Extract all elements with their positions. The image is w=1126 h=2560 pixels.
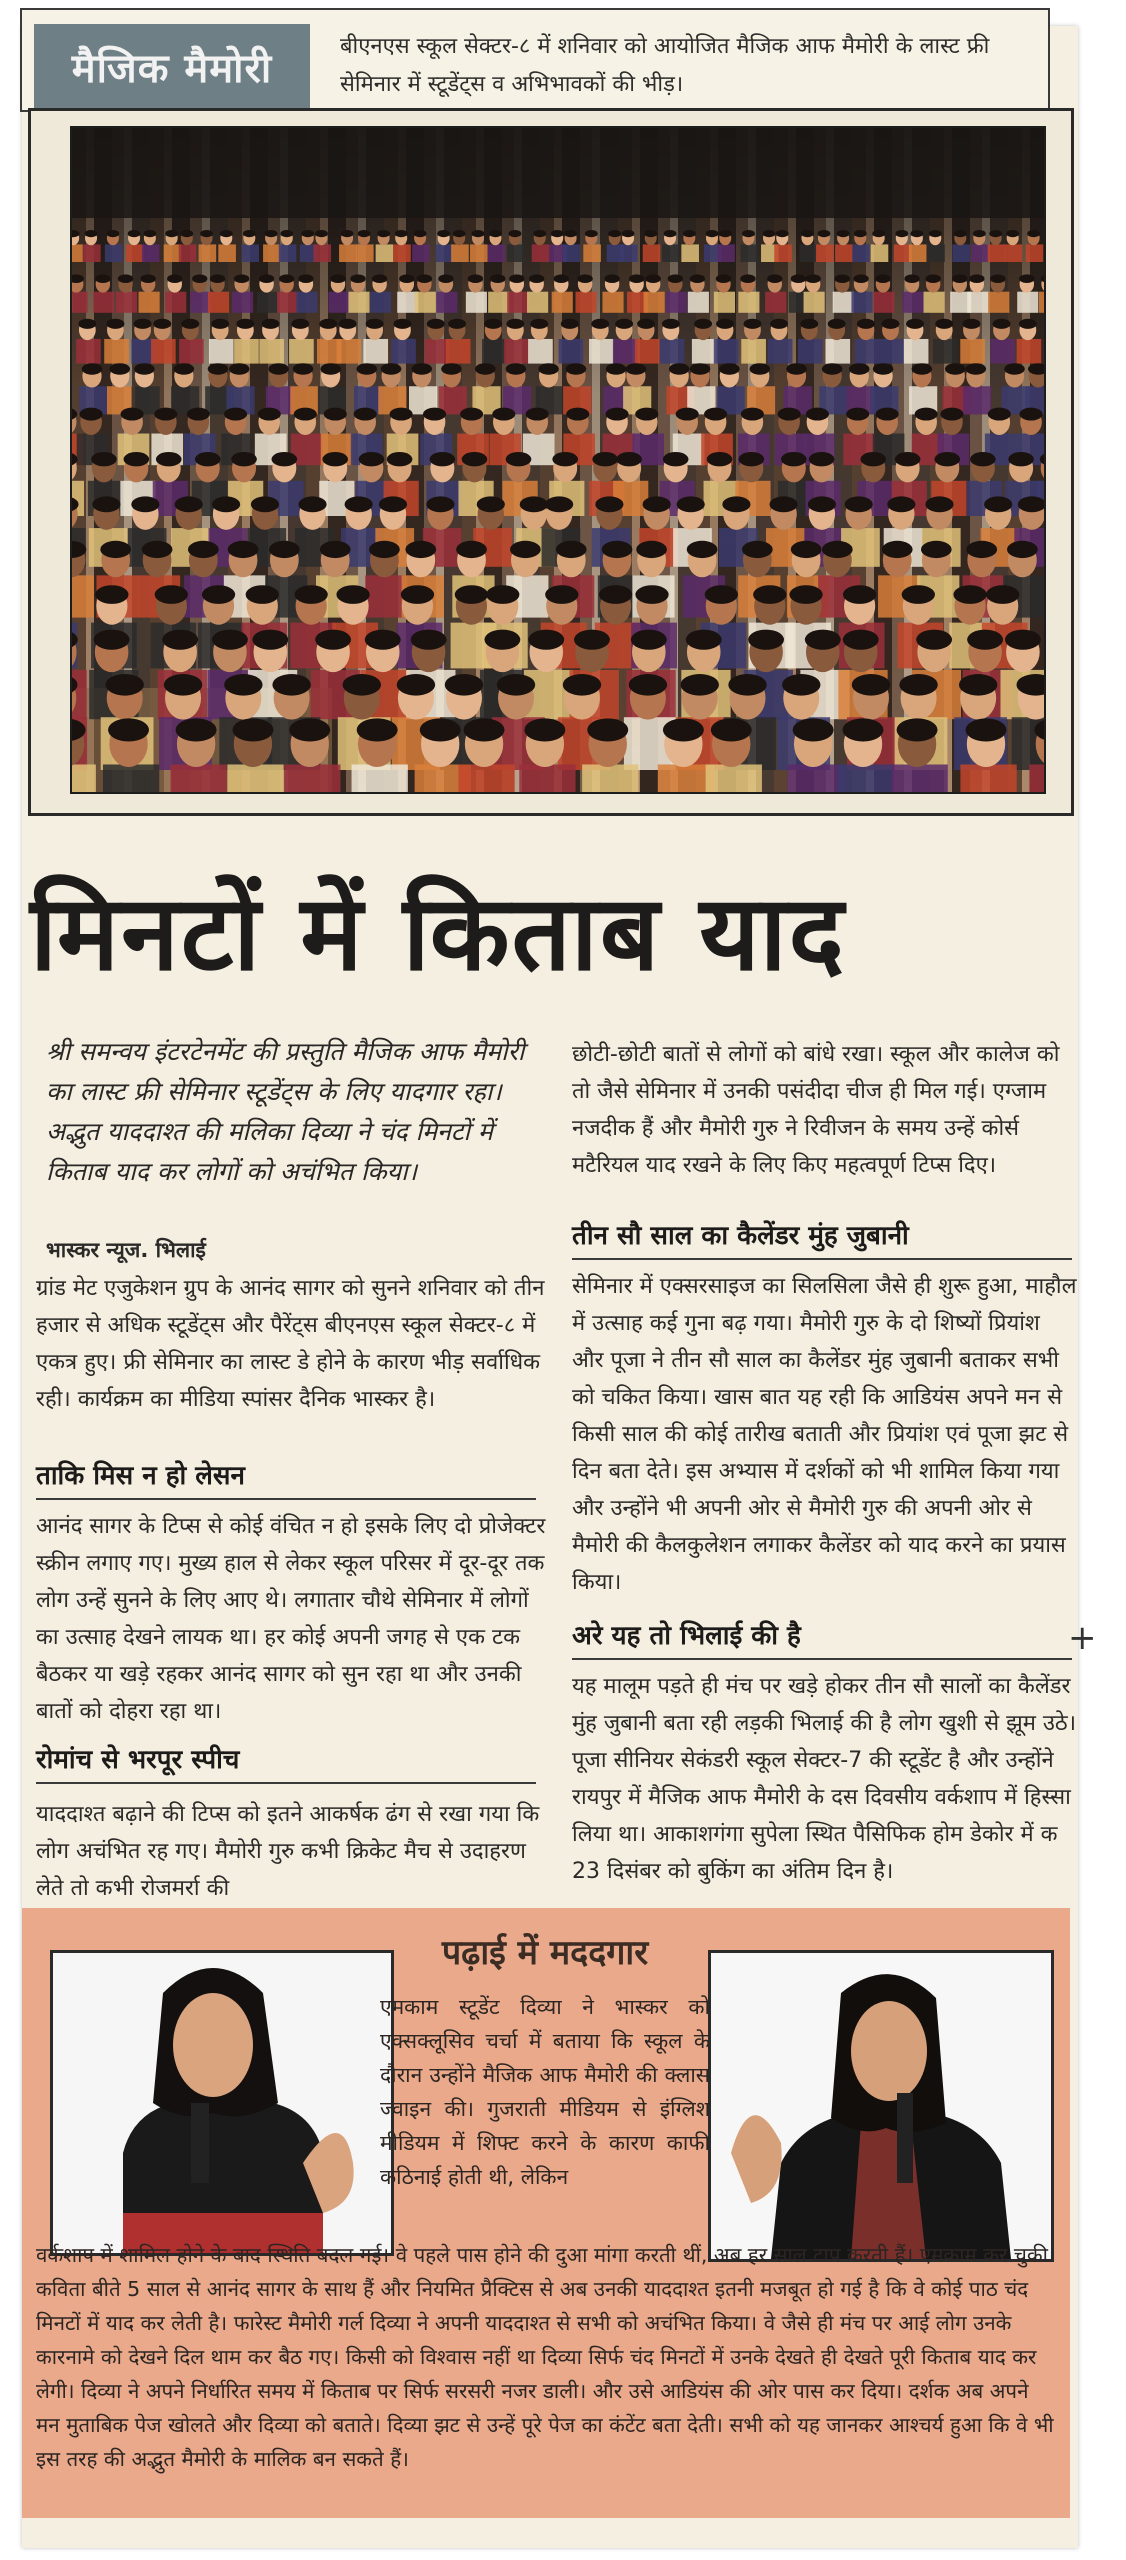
- right-paragraph-3: यह मालूम पड़ते ही मंच पर खड़े होकर तीन सौ सालों का कैलेंडर मुंह जुबानी बता रही लड़की भिलाई की है लोग खुशी से झूम उठे। पूजा सीनियर सेकंडरी स्कूल सेक्टर-7 की स्टूडेंट है और उन्होंने रायपुर में मैजिक आफ मैमोरी के दस दिवसीय वर्कशाप में हिस्सा लिया था। आकाशगंगा सुपेला स्थित पैसिफिक होम डेकोर में क 23 दिसंबर को बुकिंग का अंतिम दिन है।: [572, 1674, 1077, 1884]
- left-paragraph-3: याददाश्त बढ़ाने की टिप्स को इतने आकर्षक ढंग से रखा गया कि लोग अचंभित रह गए। मैमोरी गुरु कभी क्रिकेट मैच से उदाहरण लेते तो कभी रोजमर्रा की: [36, 1802, 540, 1901]
- right-subhead-1: तीन सौ साल का कैलेंडर मुंह जुबानी: [572, 1214, 1072, 1260]
- left-paragraph-2: आनंद सागर के टिप्स से कोई वंचित न हो इसके लिए दो प्रोजेक्टर स्क्रीन लगाए गए। मुख्य हाल से लेकर स्कूल परिसर में दूर-दूर तक लोग उन्हें सुनने के लिए आए थे। लगातार चौथे सेमिनार में लोगों का उत्साह देखने लायक था। हर कोई अपनी जगह से एक टक बैठकर या खड़े रहकर आनंद सागर को सुन रहा था और उनकी बातों को दोहरा रहा था।: [36, 1514, 546, 1724]
- left-subhead-2: रोमांच से भरपूर स्पीच: [36, 1738, 536, 1784]
- margin-mark: +: [1068, 1618, 1097, 1658]
- audience-photo: [70, 126, 1046, 794]
- byline: भास्कर न्यूज. भिलाई: [46, 1238, 206, 1262]
- section-tag: मैजिक मैमोरी: [34, 24, 310, 108]
- left-paragraph-1: ग्रांड मेट एजुकेशन ग्रुप के आनंद सागर को सुनने शनिवार को तीन हजार से अधिक स्टूडेंट्स और पैरेंट्स बीएनएस स्कूल सेक्टर-८ में एकत्र हुए। फ्री सेमिनार का लास्ट डे होने के कारण भीड़ सर्वाधिक रही। कार्यक्रम का मीडिया स्पांसर दैनिक भास्कर है।: [36, 1276, 545, 1412]
- right-subhead-2: अरे यह तो भिलाई की है: [572, 1614, 1072, 1660]
- right-paragraph-2: सेमिनार में एक्सरसाइज का सिलसिला जैसे ही शुरू हुआ, माहौल में उत्साह कई गुना बढ़ गया। मैमोरी गुरु के दो शिष्यों प्रियांश और पूजा ने तीन सौ साल का कैलेंडर मुंह जुबानी बताकर सभी को चकित किया। खास बात यह रही कि आडियंस अपने मन से किसी साल की कोई तारीख बताती और प्रियांश एवं पूजा झट से दिन बता देते। इस अभ्यास में दर्शकों को भी शामिल किया गया और उन्होंने भी अपनी ओर से मैमोरी गुरु की अपनी ओर से मैमोरी की कैलकुलेशन लगाकर कैलेंडर को याद करने का प्रयास किया।: [572, 1274, 1077, 1595]
- intro-paragraph: श्री समन्वय इंटरटेनमेंट की प्रस्तुति मैजिक आफ मैमोरी का लास्ट फ्री सेमिनार स्टूडेंट्स के लिए यादगार रहा। अद्भुत याददाश्त की मलिका दिव्या ने चंद मिनटों में किताब याद कर लोगों को अचंभित किया।: [46, 1037, 525, 1186]
- crowd-image: [72, 128, 1044, 792]
- left-subhead-1: ताकि मिस न हो लेसन: [36, 1454, 536, 1500]
- headline: मिनटों में किताब याद: [30, 872, 846, 994]
- box-title: पढ़ाई में मददगार: [441, 1933, 649, 1973]
- box-paragraph-1: एमकाम स्टूडेंट दिव्या ने भास्कर को एक्सक्लूसिव चर्चा में बताया कि स्कूल के दौरान उन्होंने मैजिक आफ मैमोरी की क्लास ज्वाइन की। गुजराती मीडियम से इंग्लिश मीडियम में शिफ्ट करने के कारण काफी कठिनाई होती थी, लेकिन: [380, 1995, 710, 2189]
- divya-photo-left: [50, 1950, 394, 2256]
- box-paragraph-2: वर्कशाप में शामिल होने के बाद स्थिति बदल गई। वे पहले पास होने की दुआ मांगा करती थीं, अब हर साल टाप करती हैं। एमकाम कर चुकी कविता बीते 5 साल से आनंद सागर के साथ हैं और नियमित प्रैक्टिस से अब उनकी याददाश्त इतनी मजबूत हो गई है कि वे कोई पाठ चंद मिनटों में याद कर लेती है। फारेस्ट मैमोरी गर्ल दिव्या ने अपनी याददाश्त से सभी को अचंभित किया। वे जैसे ही मंच पर आई लोग उनके कारनामे को देखने दिल थाम कर बैठ गए। किसी को विश्वास नहीं था दिव्या सिर्फ चंद मिनटों में उनके देखते ही देखते पूरी किताब याद कर लेगी। दिव्या ने अपने निर्धारित समय में किताब पर सिर्फ सरसरी नजर डाली। और उसे आडियंस की ओर पास कर दिया। दर्शक अब अपने मन मुताबिक पेज खोलते और दिव्या को बताते। दिव्या झट से उन्हें पूरे पेज का कंटेंट बता देती। सभी को यह जानकर आश्चर्य हुआ कि वे भी इस तरह की अद्भुत मैमोरी के मालिक बन सकते हैं।: [36, 2243, 1054, 2471]
- speaker-image-right: [711, 1953, 1051, 2259]
- speaker-image-left: [53, 1953, 391, 2253]
- photo-caption: बीएनएस स्कूल सेक्टर-८ में शनिवार को आयोजित मैजिक आफ मैमोरी के लास्ट फ्री सेमिनार में स्टूडेंट्स व अभिभावकों की भीड़।: [340, 34, 990, 97]
- right-paragraph-1: छोटी-छोटी बातों से लोगों को बांधे रखा। स्कूल और कालेज को तो जैसे सेमिनार में उनकी पसंदीदा चीज ही मिल गई। एग्जाम नजदीक हैं और मैमोरी गुरु ने रिवीजन के समय उन्हें कोर्स मटैरियल याद रखने के लिए किए महत्वपूर्ण टिप्स दिए।: [572, 1042, 1060, 1178]
- divya-photo-right: [708, 1950, 1054, 2262]
